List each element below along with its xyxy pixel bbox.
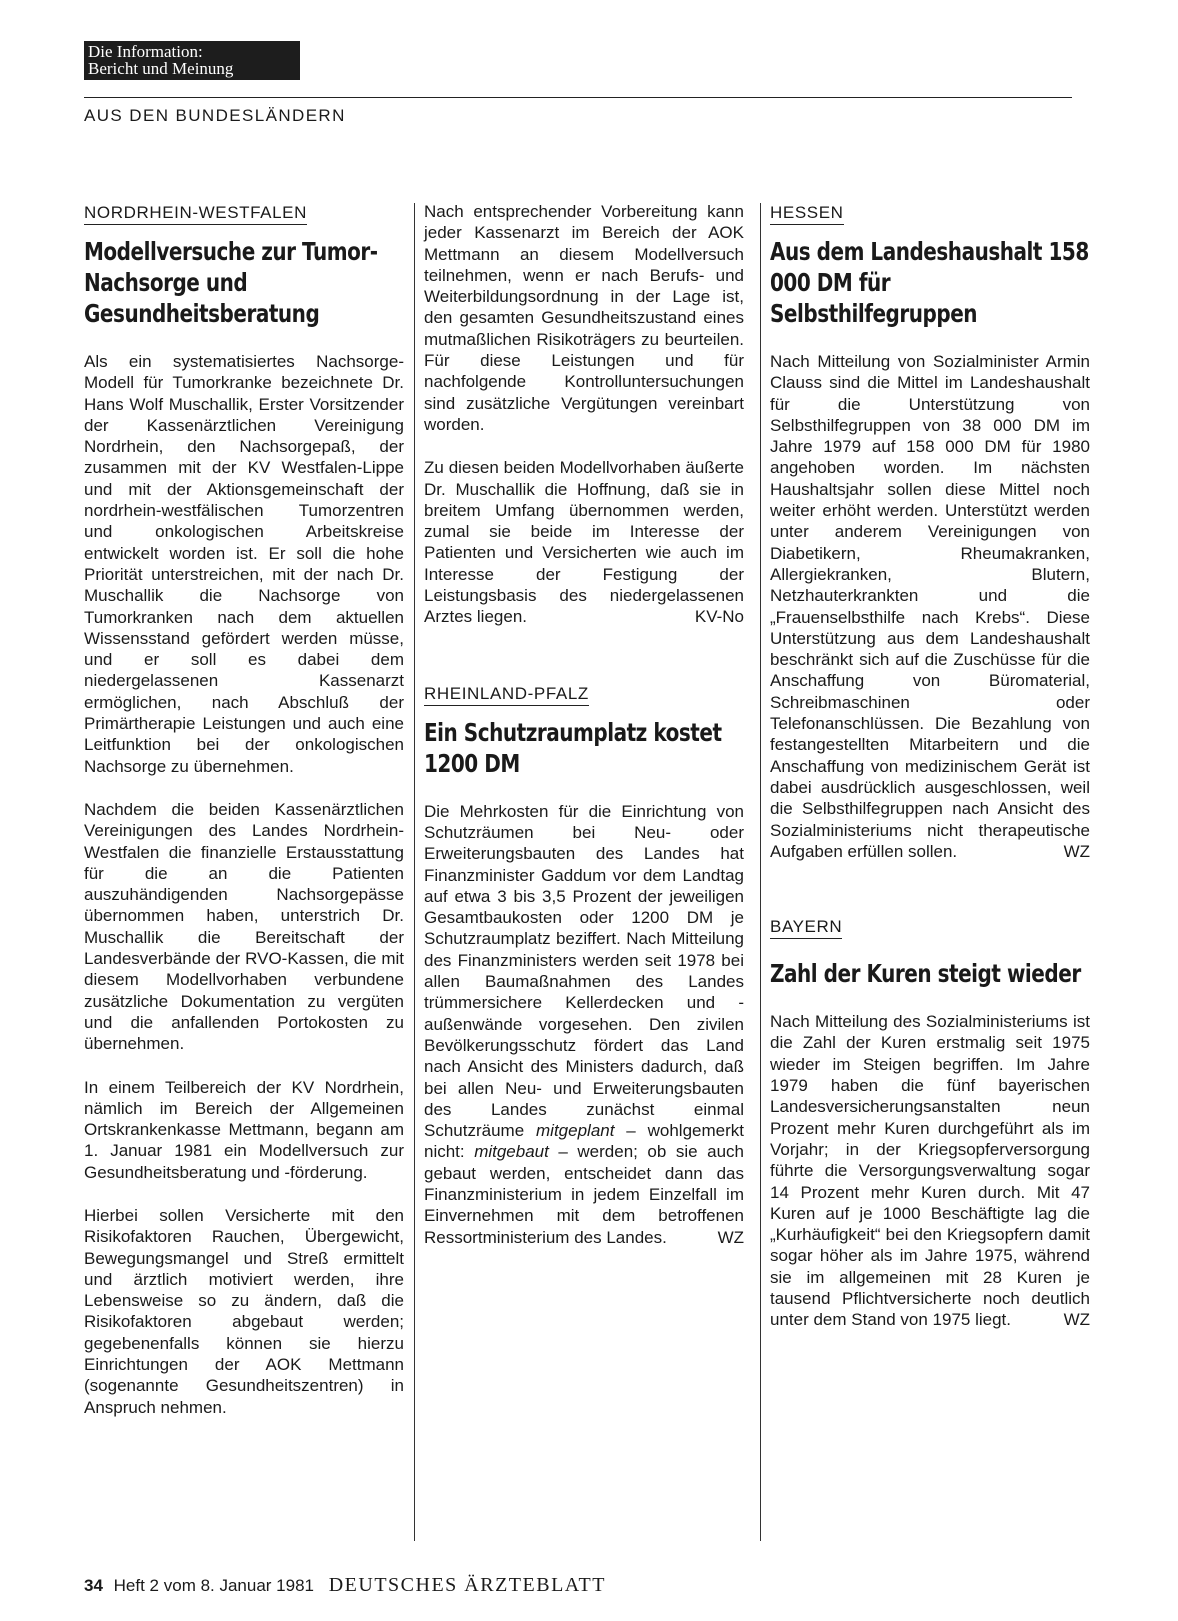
article-text: Die Mehrkosten für die Einrichtung von Schutzräumen bei Neu- oder Erweiterungsbauten des Landes hat Finanzminister Gaddum vor dem Landtag auf etwa 3 bis 3,5 Prozent der jeweiligen Gesamtbaukosten oder 1200 DM je Schutzraumplatz beziffert. Nach Mitteilung des Finanzministers werden seit 1978 bei allen Baumaßnahmen des Landes trümmersichere Kellerdecken und -außenwände vorgesehen. Den zivilen Bevölkerungsschutz fördert das Land nach Ansicht des Ministers dadurch, daß bei allen Neu- und Erweiterungsbauten des Landes zunächst einmal Schutzräume: [424, 801, 744, 1141]
section-label: AUS DEN BUNDESLÄNDERN: [84, 106, 346, 125]
column-3: [770, 203, 1090, 1331]
article-paragraph: [424, 457, 744, 627]
page-footer: [84, 1574, 606, 1597]
header-rule: [84, 97, 1072, 98]
article-text: Nach Mitteilung von Sozialminister Armin Clauss sind die Mittel im Landeshaushalt für die Unterstützung von Selbsthilfegruppen von 38 000 DM im Jahre 1979 auf 158 000 DM für 1980 angehoben worden. Im nächsten Haushaltsjahr sollen diese Mittel noch weiter erhöht werden. Unterstützt werden unter anderem Vereinigungen von Diabetikern, Rheumakranken, Allergiekranken, Blutern, Netzhauterkrankten und die „Frauenselbsthilfe nach Krebs“. Diese Unterstützung aus dem Landeshaushalt beschränkt sich auf die Zuschüsse für die Anschaffung von Büromaterial, Schreibmaschinen oder Telefonanschlüssen. Die Bezahlung von festangestellten Mitarbeitern und die Anschaffung von medizinischem Gerät ist dabei ausdrücklich ausgeschlossen, weil die Selbsthilfegruppen nach Ansicht des Sozialministeriums nicht therapeutische Aufgaben erfüllen sollen.: [770, 352, 1090, 861]
article-paragraph: Nachdem die beiden Kassenärztlichen Vereinigungen des Landes Nordrhein-Westfalen die finanzielle Erstausstattung für die an die Patienten auszuhändigenden Nachsorgepässe übernommen haben, unterstrich Dr. Muschallik die Bereitschaft der Landesverbände der RVO-Kassen, die mit diesem Modellvorhaben verbundene zusätzliche Dokumentation zu vergüten und die anfallenden Portokosten zu übernehmen.: [84, 799, 404, 1054]
article-text: – werden; ob sie auch gebaut werden, entscheidet dann das Finanzministerium in jedem Einzelfall im Einvernehmen mit dem betroffenen Ressortministerium des Landes.: [424, 1142, 745, 1247]
article-text: – wohlgemerkt nicht:: [424, 1121, 744, 1162]
issue-info: Heft 2 vom 8. Januar 1981: [113, 1576, 314, 1595]
column-divider: [414, 203, 415, 1541]
journal-name: DEUTSCHES ÄRZTEBLATT: [328, 1574, 606, 1596]
article-paragraph: Hierbei sollen Versicherte mit den Risikofaktoren Rauchen, Übergewicht, Bewegungsmangel und Streß ermittelt und ärztlich motiviert werden, ihre Lebensweise so zu ändern, daß die Risikofaktoren abgebaut werden; gegebenenfalls können sie hierzu Einrichtungen der AOK Mettmann (sogenannte Gesundheitszentren) in Anspruch nehmen.: [84, 1205, 404, 1417]
emphasis-text: mitgeplant: [536, 1121, 615, 1141]
article-paragraph-text: Zu diesen beiden Modellvorhaben äußerte Dr. Muschallik die Hoffnung, daß sie in breitem Umfang übernommen werden, zumal sie beide im Interesse der Patienten und Versicherten wie auch im Interesse der Festigung der Leistungsbasis des niedergelassenen Arztes liegen.: [424, 458, 744, 627]
article-text: Nach Mitteilung des Sozialministeriums ist die Zahl der Kuren erstmalig seit 1975 wieder im Steigen begriffen. Im Jahre 1979 haben die fünf bayerischen Landesversicherungsanstalten neun Prozent mehr Kuren durchgeführt als im Vorjahr; in der Kriegsopferversorgung führte die Versorgungsverwaltung sogar 14 Prozent mehr Kuren durch. Mit 47 Kuren auf je 1000 Beschäftigte lag die „Kurhäufigkeit“ bei den Kriegsopfern damit sogar höher als im Jahre 1975, während sie im allgemeinen mit 28 Kuren je tausend Pflichtversicherte noch deutlich unter dem Stand von 1975 liegt.: [770, 1012, 1090, 1330]
kicker-rheinland-pfalz: RHEINLAND-PFALZ: [424, 684, 589, 706]
rubric-line-2: Bericht und Meinung: [88, 59, 234, 78]
article-signature: WZ: [717, 1227, 744, 1247]
rubric-box: [84, 41, 300, 80]
article-paragraph: Als ein systematisiertes Nachsorge-Modell für Tumorkranke bezeichnete Dr. Hans Wolf Muschallik, Erster Vorsitzender der Kassenärztlichen Vereinigung Nordrhein, den Nachsorgepaß, der zusammen mit der KV Westfalen-Lippe und mit der Aktionsgemeinschaft der nordrhein-westfälischen Tumorzentren und onkologischen Arbeitskreise entwickelt worden ist. Er soll die hohe Priorität unterstreichen, mit der nach Dr. Muschallik die Nachsorge von Tumorkranken nach dem aktuellen Wissensstand gefördert werden müsse, und er soll es dabei dem niedergelassenen Kassenarzt ermöglichen, nach Abschluß der Primärtherapie Leistungen und auch eine Leitfunktion bei der onkologischen Nachsorge zu übernehmen.: [84, 352, 404, 776]
rubric-line-1: Die Information:: [88, 42, 203, 61]
emphasis-text: mitgebaut: [474, 1142, 549, 1162]
page-number: 34: [84, 1576, 103, 1595]
article-paragraph: [770, 1011, 1090, 1330]
article-signature: WZ: [1063, 841, 1090, 861]
article-signature: KV-No: [694, 607, 744, 627]
kicker-hessen: HESSEN: [770, 203, 844, 225]
column-2: [424, 203, 744, 1248]
article-paragraph: In einem Teilbereich der KV Nordrhein, nämlich im Bereich der Allgemeinen Ortskrankenkasse Mettmann, begann am 1. Januar 1981 ein Modellversuch zur Gesundheitsberatung und -förderung.: [84, 1077, 404, 1182]
kicker-bayern: BAYERN: [770, 917, 842, 939]
headline-rlp: Ein Schutzraumplatz kostet 1200 DM: [424, 717, 722, 778]
article-paragraph: [424, 801, 744, 1248]
article-signature: WZ: [1063, 1310, 1090, 1330]
article-paragraph: [770, 351, 1090, 862]
headline-nrw: Modellversuche zur Tumor-Nachsorge und Gesundheitsberatung: [84, 237, 378, 328]
column-divider: [760, 203, 761, 1541]
column-1: [84, 203, 404, 1418]
article-paragraph: Nach entsprechender Vorbereitung kann jeder Kassenarzt im Bereich der AOK Mettmann an diesem Modellversuch teilnehmen, wenn er nach Berufs- und Weiterbildungsordnung in der Lage ist, den gesamten Gesundheitszustand eines mutmaßlichen Risikoträgers zu beurteilen. Für diese Leistungen und für nachfolgende Kontrolluntersuchungen sind zusätzliche Vergütungen vereinbart worden.: [424, 202, 744, 434]
headline-bayern: Zahl der Kuren steigt wieder: [770, 959, 1081, 989]
kicker-nordrhein-westfalen: NORDRHEIN-WESTFALEN: [84, 203, 307, 225]
headline-hessen: Aus dem Landeshaushalt 158 000 DM für Selbsthilfegruppen: [770, 237, 1089, 328]
